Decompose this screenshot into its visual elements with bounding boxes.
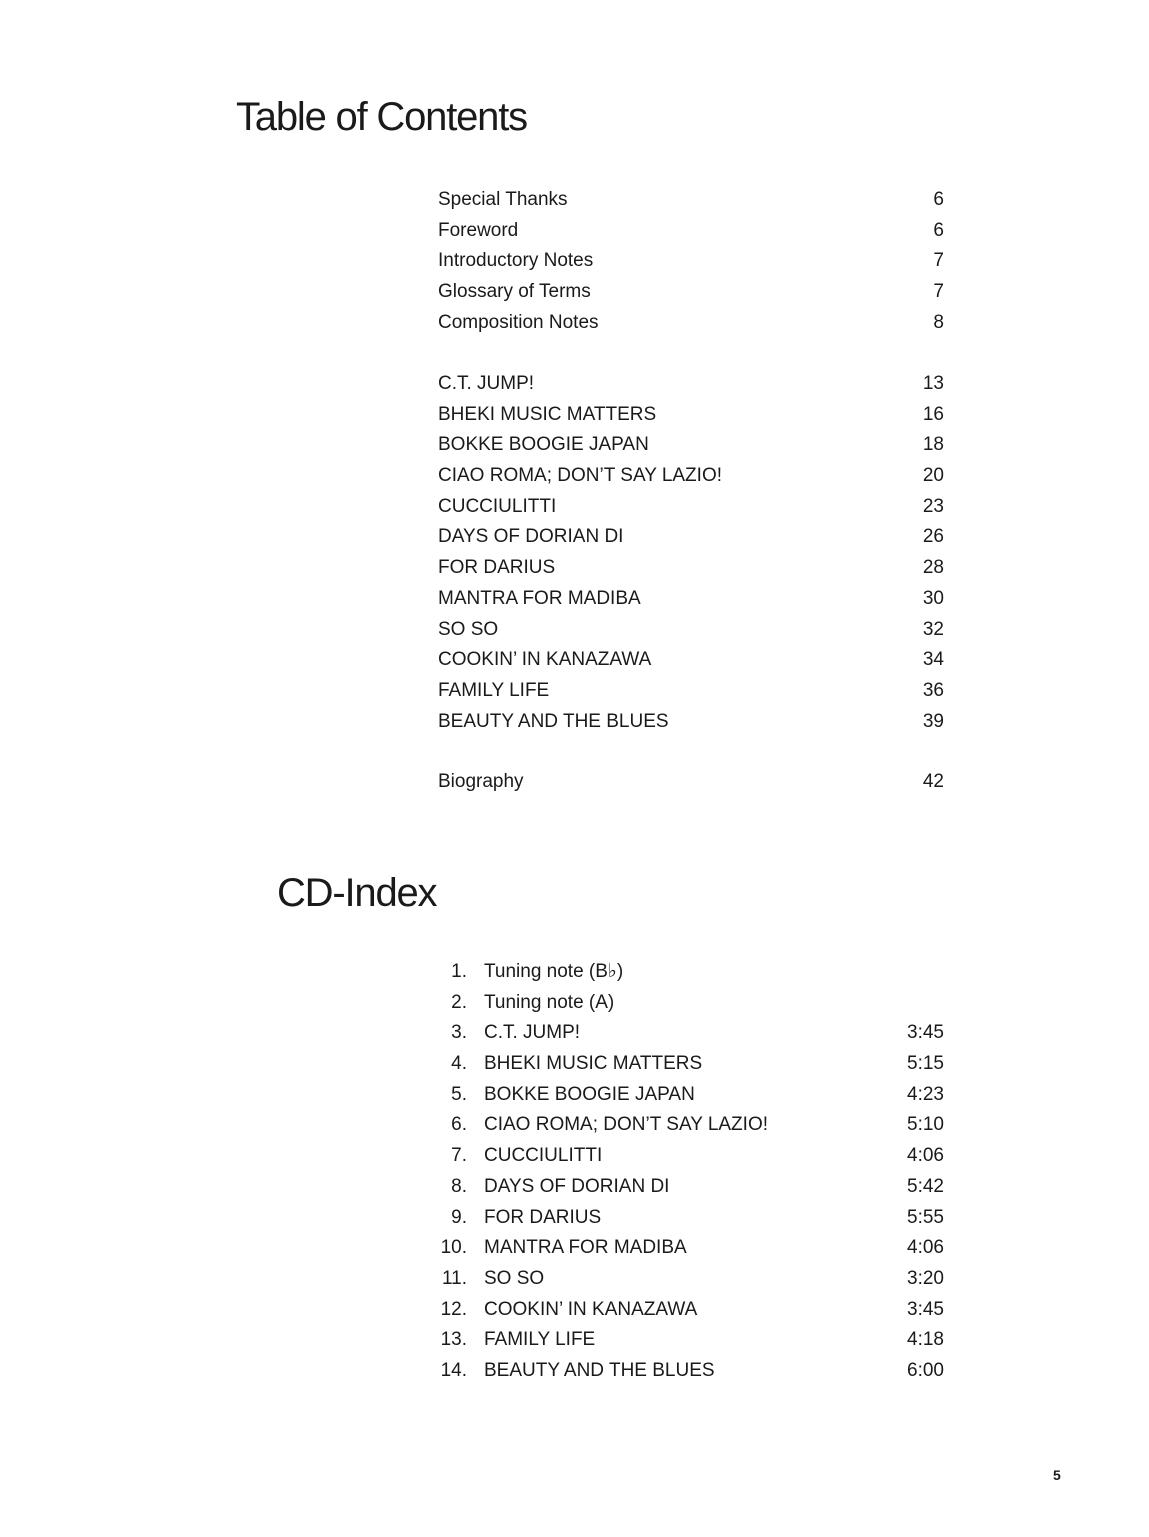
track-title: FAMILY LIFE <box>484 1329 596 1351</box>
toc-entry[interactable] <box>438 246 944 277</box>
toc-entry-label: BEAUTY AND THE BLUES <box>438 710 669 732</box>
toc-entry[interactable] <box>438 522 944 553</box>
track-duration: 4:18 <box>907 1329 944 1351</box>
toc-entry-page: 20 <box>922 465 944 487</box>
cd-track[interactable] <box>428 1233 944 1264</box>
cd-index-heading: CD-Index <box>277 871 437 915</box>
toc-entry-page: 36 <box>922 679 944 701</box>
toc-entry[interactable] <box>438 185 944 216</box>
toc-entry-label: CIAO ROMA; DON’T SAY LAZIO! <box>438 465 722 487</box>
toc-entry-label: MANTRA FOR MADIBA <box>438 587 641 609</box>
toc-entry-page: 32 <box>922 618 944 640</box>
cd-track-list <box>428 957 944 1387</box>
toc-entry-label: Foreword <box>438 219 519 241</box>
track-number: 3. <box>451 1022 467 1044</box>
toc-entry-page: 7 <box>933 281 944 303</box>
toc-entry-page: 8 <box>933 311 944 333</box>
cd-track[interactable] <box>428 1172 944 1203</box>
cd-track[interactable] <box>428 957 944 988</box>
toc-entry-page: 30 <box>922 587 944 609</box>
toc-entry-label: CUCCIULITTI <box>438 495 557 517</box>
track-title: DAYS OF DORIAN DI <box>484 1175 670 1197</box>
track-title: CIAO ROMA; DON’T SAY LAZIO! <box>484 1114 768 1136</box>
track-number: 9. <box>451 1206 467 1228</box>
track-title: COOKIN’ IN KANAZAWA <box>484 1298 698 1320</box>
track-title: BHEKI MUSIC MATTERS <box>484 1053 703 1075</box>
toc-entry[interactable] <box>438 615 944 646</box>
toc-entry[interactable] <box>438 645 944 676</box>
track-title: SO SO <box>484 1267 545 1289</box>
toc-entry-page: 16 <box>922 403 944 425</box>
track-title: Tuning note (A) <box>484 991 615 1013</box>
cd-track[interactable] <box>428 1203 944 1234</box>
track-title: BEAUTY AND THE BLUES <box>484 1359 715 1381</box>
track-number: 1. <box>451 961 467 982</box>
toc-entry-label: Biography <box>438 771 524 792</box>
track-duration: 3:45 <box>907 1298 944 1320</box>
track-duration: 4:06 <box>907 1145 944 1167</box>
track-duration: 5:15 <box>907 1053 944 1075</box>
track-number: 5. <box>451 1083 467 1105</box>
toc-entry[interactable] <box>438 492 944 523</box>
track-duration: 4:23 <box>907 1083 944 1105</box>
toc-entry[interactable] <box>438 461 944 492</box>
toc-entry[interactable] <box>438 216 944 247</box>
toc-entry-page: 39 <box>922 710 944 732</box>
track-title: Tuning note (B♭) <box>484 961 624 982</box>
cd-track[interactable] <box>428 1264 944 1295</box>
toc-entry-label: BHEKI MUSIC MATTERS <box>438 403 657 425</box>
page-number: 5 <box>1053 1467 1061 1483</box>
toc-entry-page: 7 <box>933 250 944 272</box>
toc-entry[interactable] <box>438 369 944 400</box>
toc-entry[interactable] <box>438 277 944 308</box>
cd-track[interactable] <box>428 1049 944 1080</box>
cd-track[interactable] <box>428 1325 944 1356</box>
track-number: 2. <box>451 991 467 1013</box>
cd-track[interactable] <box>428 1110 944 1141</box>
toc-entry-page: 34 <box>922 649 944 671</box>
track-title: MANTRA FOR MADIBA <box>484 1237 687 1259</box>
toc-entry-label: SO SO <box>438 618 499 640</box>
track-duration: 4:06 <box>907 1237 944 1259</box>
toc-entry[interactable] <box>438 584 944 615</box>
track-number: 6. <box>451 1114 467 1136</box>
track-number: 4. <box>451 1053 467 1075</box>
toc-entry-label: BOKKE BOOGIE JAPAN <box>438 434 649 456</box>
toc-entry-label: C.T. JUMP! <box>438 373 535 394</box>
track-duration: 5:55 <box>907 1206 944 1228</box>
toc-entry-page: 18 <box>922 434 944 456</box>
toc-entry[interactable] <box>438 767 944 798</box>
toc-entry-label: Special Thanks <box>438 189 568 210</box>
toc-entry-label: Glossary of Terms <box>438 281 591 303</box>
toc-entry[interactable] <box>438 308 944 339</box>
toc-entry[interactable] <box>438 676 944 707</box>
track-number: 14. <box>440 1359 467 1381</box>
toc-entry-page: 42 <box>922 771 944 792</box>
track-title: CUCCIULITTI <box>484 1145 603 1167</box>
toc-front-matter <box>438 185 944 338</box>
track-number: 13. <box>440 1329 467 1351</box>
cd-track[interactable] <box>428 988 944 1019</box>
toc-entry-label: DAYS OF DORIAN DI <box>438 526 624 548</box>
toc-entry-page: 6 <box>933 219 944 241</box>
track-title: C.T. JUMP! <box>484 1022 581 1044</box>
toc-entry-label: FAMILY LIFE <box>438 679 550 701</box>
toc-entry-label: Composition Notes <box>438 311 599 333</box>
toc-compositions <box>438 369 944 737</box>
toc-entry-page: 23 <box>922 495 944 517</box>
toc-heading: Table of Contents <box>236 95 527 139</box>
cd-track[interactable] <box>428 1080 944 1111</box>
track-duration: 6:00 <box>907 1359 944 1381</box>
toc-entry-label: FOR DARIUS <box>438 557 556 579</box>
toc-entry[interactable] <box>438 430 944 461</box>
toc-entry-label: COOKIN’ IN KANAZAWA <box>438 649 652 671</box>
track-duration: 5:10 <box>907 1114 944 1136</box>
toc-entry[interactable] <box>438 400 944 431</box>
toc-entry-page: 6 <box>933 189 944 210</box>
cd-track[interactable] <box>428 1018 944 1049</box>
toc-entry[interactable] <box>438 553 944 584</box>
cd-track[interactable] <box>428 1141 944 1172</box>
cd-track[interactable] <box>428 1356 944 1387</box>
track-title: BOKKE BOOGIE JAPAN <box>484 1083 695 1105</box>
track-number: 7. <box>451 1145 467 1167</box>
track-number: 8. <box>451 1175 467 1197</box>
track-title: FOR DARIUS <box>484 1206 602 1228</box>
toc-entry-page: 26 <box>922 526 944 548</box>
toc-entry-label: Introductory Notes <box>438 250 594 272</box>
toc-entry[interactable] <box>438 707 944 738</box>
toc-entry-page: 13 <box>922 373 944 394</box>
track-duration: 5:42 <box>907 1175 944 1197</box>
toc-entry-page: 28 <box>922 557 944 579</box>
track-number: 11. <box>441 1267 467 1289</box>
track-duration: 3:20 <box>907 1267 944 1289</box>
track-number: 10. <box>440 1237 467 1259</box>
cd-track[interactable] <box>428 1295 944 1326</box>
track-number: 12. <box>440 1298 467 1320</box>
track-duration: 3:45 <box>907 1022 944 1044</box>
toc-back-matter <box>438 767 944 798</box>
